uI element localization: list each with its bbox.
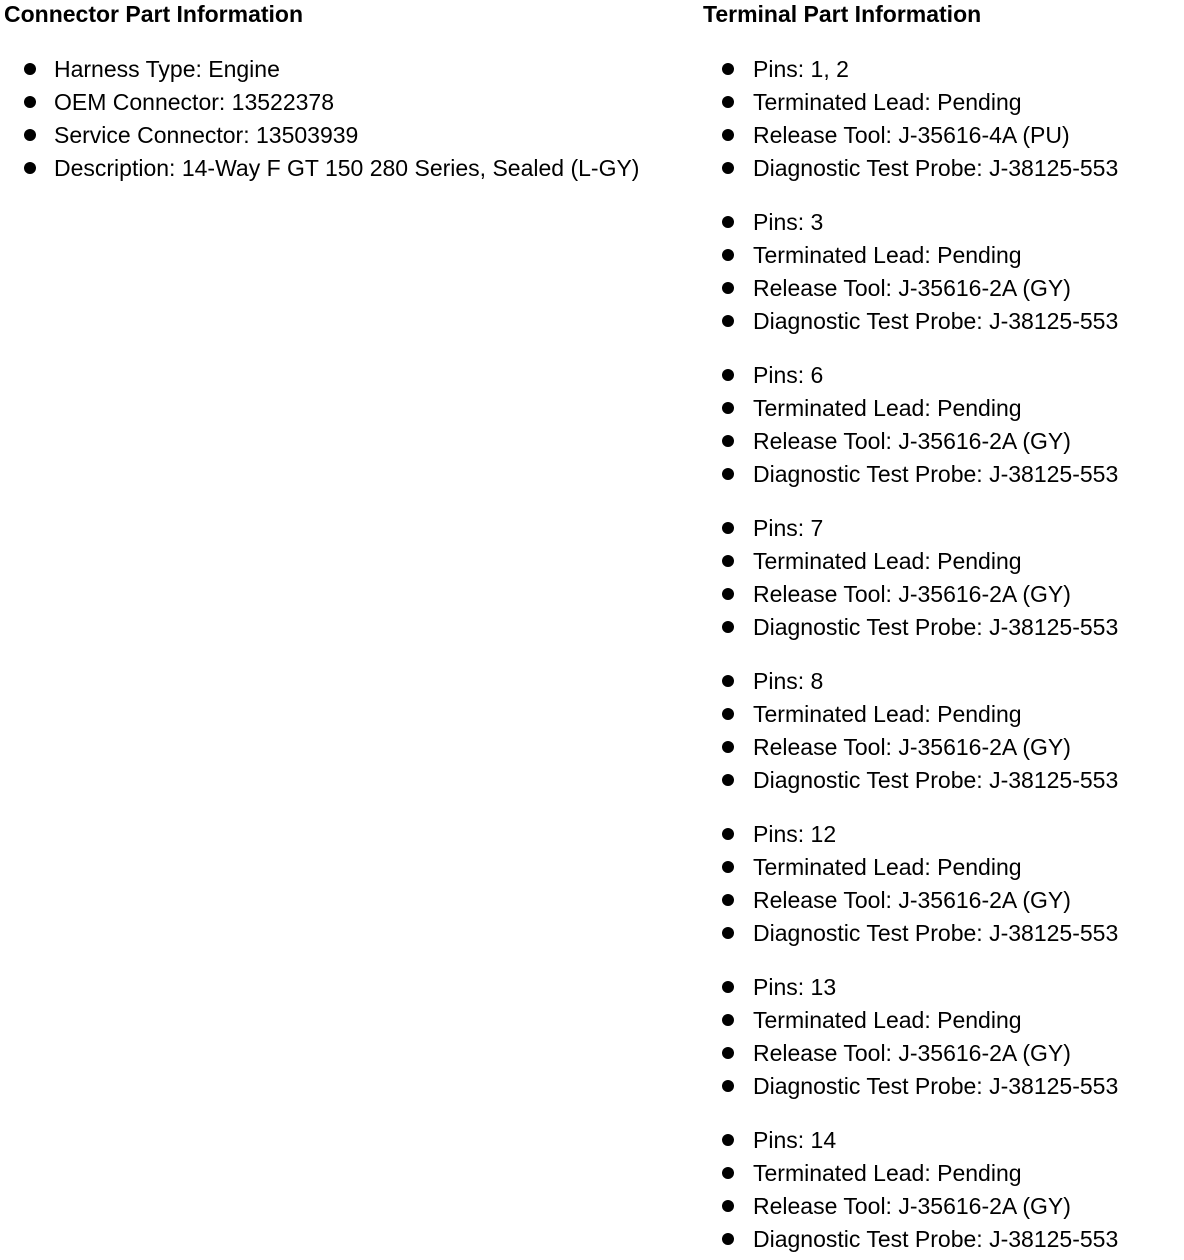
terminal-group [703,206,1173,338]
terminal-item-pins [703,818,1173,851]
terminal-item-diagnostic-test-probe [703,611,1173,644]
terminal-item-text: Release Tool: J-35616-2A (GY) [753,734,1071,760]
terminal-item-diagnostic-test-probe [703,764,1173,797]
bullet-icon [24,96,36,108]
bullet-icon [722,1233,734,1245]
connector-item-text: Description: 14-Way F GT 150 280 Series, Sealed (L-GY) [54,155,640,181]
terminal-heading: Terminal Part Information [703,1,982,27]
bullet-icon [722,402,734,414]
connector-item-text: Service Connector: 13503939 [54,122,359,148]
terminal-item-terminated-lead [703,1004,1173,1037]
terminal-item-release-tool [703,578,1173,611]
terminal-item-text: Diagnostic Test Probe: J-38125-553 [753,155,1119,181]
bullet-icon [722,1080,734,1092]
terminal-item-pins [703,512,1173,545]
terminal-item-text: Release Tool: J-35616-2A (GY) [753,1040,1071,1066]
bullet-icon [722,981,734,993]
bullet-icon [722,468,734,480]
terminal-item-text: Pins: 12 [753,821,837,847]
terminal-item-pins [703,971,1173,1004]
terminal-item-text: Pins: 6 [753,362,824,388]
terminal-item-release-tool [703,272,1173,305]
bullet-icon [722,96,734,108]
terminal-item-text: Diagnostic Test Probe: J-38125-553 [753,461,1119,487]
terminal-item-text: Pins: 3 [753,209,824,235]
bullet-icon [722,63,734,75]
terminal-item-diagnostic-test-probe [703,1223,1173,1256]
terminal-item-text: Pins: 13 [753,974,837,1000]
terminal-group [703,1124,1173,1256]
terminal-item-terminated-lead [703,698,1173,731]
terminal-item-terminated-lead [703,851,1173,884]
connector-item-harness-type [4,53,694,86]
bullet-icon [722,861,734,873]
bullet-icon [722,1200,734,1212]
terminal-item-text: Terminated Lead: Pending [753,89,1022,115]
terminal-group [703,512,1173,644]
terminal-item-diagnostic-test-probe [703,1070,1173,1103]
bullet-icon [722,1134,734,1146]
terminal-item-pins [703,359,1173,392]
connector-list [4,53,694,185]
bullet-icon [722,708,734,720]
terminal-item-text: Pins: 7 [753,515,824,541]
terminal-item-text: Release Tool: J-35616-2A (GY) [753,1193,1071,1219]
terminal-item-diagnostic-test-probe [703,917,1173,950]
connector-heading: Connector Part Information [4,1,304,27]
connector-item-text: Harness Type: Engine [54,56,280,82]
terminal-item-text: Pins: 8 [753,668,824,694]
terminal-item-text: Diagnostic Test Probe: J-38125-553 [753,920,1119,946]
terminal-item-text: Pins: 14 [753,1127,837,1153]
bullet-icon [722,249,734,261]
terminal-groups [703,53,1173,1256]
terminal-item-text: Diagnostic Test Probe: J-38125-553 [753,614,1119,640]
bullet-icon [722,741,734,753]
bullet-icon [722,621,734,633]
connector-item-service-connector [4,119,694,152]
terminal-item-pins [703,206,1173,239]
terminal-item-text: Terminated Lead: Pending [753,395,1022,421]
bullet-icon [722,774,734,786]
terminal-item-pins [703,665,1173,698]
terminal-item-terminated-lead [703,392,1173,425]
bullet-icon [722,162,734,174]
terminal-group [703,971,1173,1103]
terminal-item-text: Diagnostic Test Probe: J-38125-553 [753,767,1119,793]
terminal-item-text: Release Tool: J-35616-2A (GY) [753,428,1071,454]
connector-item-oem-connector [4,86,694,119]
bullet-icon [722,1047,734,1059]
bullet-icon [722,927,734,939]
bullet-icon [722,588,734,600]
terminal-group [703,359,1173,491]
bullet-icon [722,435,734,447]
terminal-item-text: Diagnostic Test Probe: J-38125-553 [753,1226,1119,1252]
terminal-item-text: Diagnostic Test Probe: J-38125-553 [753,1073,1119,1099]
terminal-item-text: Terminated Lead: Pending [753,548,1022,574]
terminal-item-release-tool [703,731,1173,764]
bullet-icon [24,63,36,75]
terminal-item-terminated-lead [703,86,1173,119]
terminal-item-terminated-lead [703,545,1173,578]
bullet-icon [722,894,734,906]
connector-item-text: OEM Connector: 13522378 [54,89,335,115]
terminal-item-release-tool [703,1037,1173,1070]
connector-part-information-section [4,0,694,185]
terminal-item-diagnostic-test-probe [703,152,1173,185]
terminal-item-text: Terminated Lead: Pending [753,1007,1022,1033]
terminal-item-diagnostic-test-probe [703,458,1173,491]
bullet-icon [722,369,734,381]
bullet-icon [722,522,734,534]
terminal-group [703,53,1173,185]
terminal-item-release-tool [703,884,1173,917]
terminal-item-terminated-lead [703,1157,1173,1190]
terminal-item-diagnostic-test-probe [703,305,1173,338]
terminal-item-text: Pins: 1, 2 [753,56,849,82]
terminal-item-text: Release Tool: J-35616-2A (GY) [753,275,1071,301]
terminal-item-text: Terminated Lead: Pending [753,242,1022,268]
bullet-icon [722,828,734,840]
bullet-icon [722,216,734,228]
bullet-icon [722,1167,734,1179]
terminal-group [703,665,1173,797]
bullet-icon [24,162,36,174]
terminal-group [703,818,1173,950]
terminal-item-pins [703,53,1173,86]
terminal-part-information-section [703,0,1173,1256]
terminal-item-text: Release Tool: J-35616-2A (GY) [753,887,1071,913]
terminal-item-terminated-lead [703,239,1173,272]
terminal-item-release-tool [703,119,1173,152]
terminal-item-pins [703,1124,1173,1157]
connector-item-description [4,152,694,185]
bullet-icon [722,315,734,327]
bullet-icon [722,1014,734,1026]
terminal-item-text: Terminated Lead: Pending [753,701,1022,727]
terminal-item-release-tool [703,1190,1173,1223]
terminal-item-text: Terminated Lead: Pending [753,1160,1022,1186]
bullet-icon [722,675,734,687]
terminal-item-text: Release Tool: J-35616-2A (GY) [753,581,1071,607]
bullet-icon [24,129,36,141]
bullet-icon [722,282,734,294]
bullet-icon [722,129,734,141]
terminal-item-text: Diagnostic Test Probe: J-38125-553 [753,308,1119,334]
terminal-item-release-tool [703,425,1173,458]
terminal-item-text: Terminated Lead: Pending [753,854,1022,880]
terminal-item-text: Release Tool: J-35616-4A (PU) [753,122,1070,148]
bullet-icon [722,555,734,567]
